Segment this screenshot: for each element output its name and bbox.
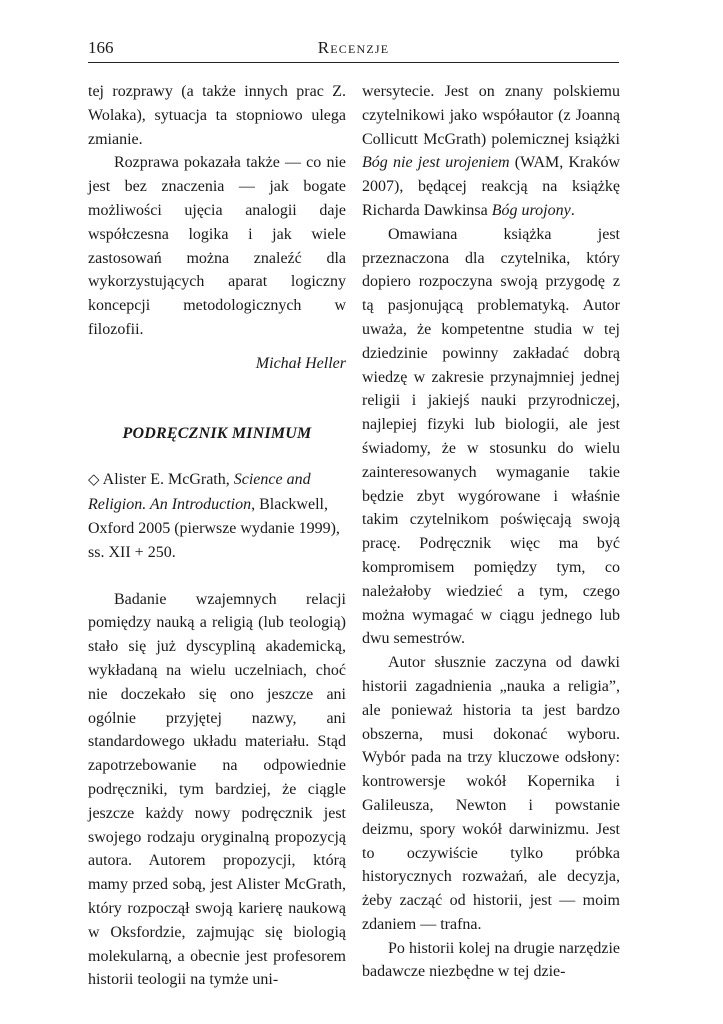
review-paragraph-4: Po historii kolej na drugie narzędzie badawcze niezbędne w tej dzie- bbox=[362, 939, 620, 981]
book-title-italic: Bóg urojony bbox=[491, 201, 571, 219]
page-number: 166 bbox=[88, 38, 114, 57]
left-column bbox=[88, 80, 346, 992]
review-signature: Michał Heller bbox=[255, 354, 346, 372]
biblio-publication: , Blackwell, Oxford 2005 (pierwsze wydanie 1999), ss. XII + 250. bbox=[88, 496, 340, 561]
bibliographic-entry bbox=[88, 468, 346, 564]
right-column bbox=[362, 80, 620, 984]
text-span: . bbox=[570, 201, 575, 219]
running-title: Recenzje bbox=[317, 38, 390, 57]
biblio-author: Alister E. McGrath, bbox=[99, 471, 234, 489]
paragraph-conclusion: Rozprawa pokazała także — co nie jest bez znaczenia — jak bogate możliwości ujęcia analogii daje współczesna logika i jak wiele zastosowań można znaleźć dla wykorzystujących aparat logiczny koncepcji metodologicznych w filozofii. bbox=[88, 154, 346, 338]
section-heading: PODRĘCZNIK MINIMUM bbox=[122, 424, 312, 442]
text-span: wersytecie. Jest on znany polskiemu czytelnikowi jako współautor (z Joanną Collicutt McGrath) polemicznej książki bbox=[362, 83, 620, 148]
review-paragraph-1: Badanie wzajemnych relacji pomiędzy nauką a religią (lub teologią) stało się już dyscypliną akademicką, wykładaną na wielu uczelniach, choć nie doczekało się ono jeszcze ani ogólnie przyjętej nazwy, ani standardowego układu materiału. Stąd zapotrzebowanie na odpowiednie podręczniki, tym bardziej, że ciągle jeszcze każdy nowy podręcznik jest swojego rodzaju oryginalną propozycją autora. Autorem propozycji, którą mamy przed sobą, jest Alister McGrath, który rozpoczął swoją karierę naukową w Oksfordzie, zajmując się biologią molekularną, a obecnie jest profesorem historii teologii na tymże uni- bbox=[88, 590, 346, 989]
text-span: (WAM, Kraków 2007), będącej reakcją na książkę Richarda Dawkinsa bbox=[362, 154, 620, 219]
running-header bbox=[88, 36, 619, 63]
book-title-italic: Bóg nie jest urojeniem bbox=[362, 154, 510, 172]
paragraph-continuation: tej rozprawy (a także innych prac Z. Wolaka), sytuacja ta stopniowo ulega zmianie. bbox=[88, 83, 346, 148]
diamond-marker-icon: ◇ bbox=[88, 472, 100, 489]
review-paragraph-3: Autor słusznie zaczyna od dawki historii zagadnienia „nauka a religia”, ale ponieważ historia ta jest bardzo obszerna, musi dokonać wyboru. Wybór pada na trzy kluczowe odsłony: kontrowersje wokół Kopernika i Galileusza, Newton i powstanie deizmu, spory wokół darwinizmu. Jest to oczywiście tylko próbka historycznych rozważań, ale decyzja, żeby zacząć od historii, jest — moim zdaniem — trafna. bbox=[362, 654, 620, 933]
review-paragraph-2: Omawiana książka jest przeznaczona dla czytelnika, który dopiero rozpoczyna swoją przygodę z tą pasjonującą problematyką. Autor uważa, że kompetentne studia w tej dziedzinie powinny zakładać dobrą wiedzę w zakresie przynajmniej jednej religii i jakiejś nauki przyrodniczej, najlepiej fizyki lub biologii, ale jest świadomy, że w stosunku do wielu zainteresowanych wymaganie takie będzie zbyt wygórowane i właśnie takim czytelnikom poświęcają swoją pracę. Podręcznik więc ma być kompromisem pomiędzy tym, co należałoby wiedzieć a tym, czego można wymagać w ciągu jednego lub dwu semestrów. bbox=[362, 225, 620, 648]
biblio-title: Science and Religion. An Introduction bbox=[88, 471, 311, 514]
review-paragraph-1-continued bbox=[362, 80, 620, 223]
